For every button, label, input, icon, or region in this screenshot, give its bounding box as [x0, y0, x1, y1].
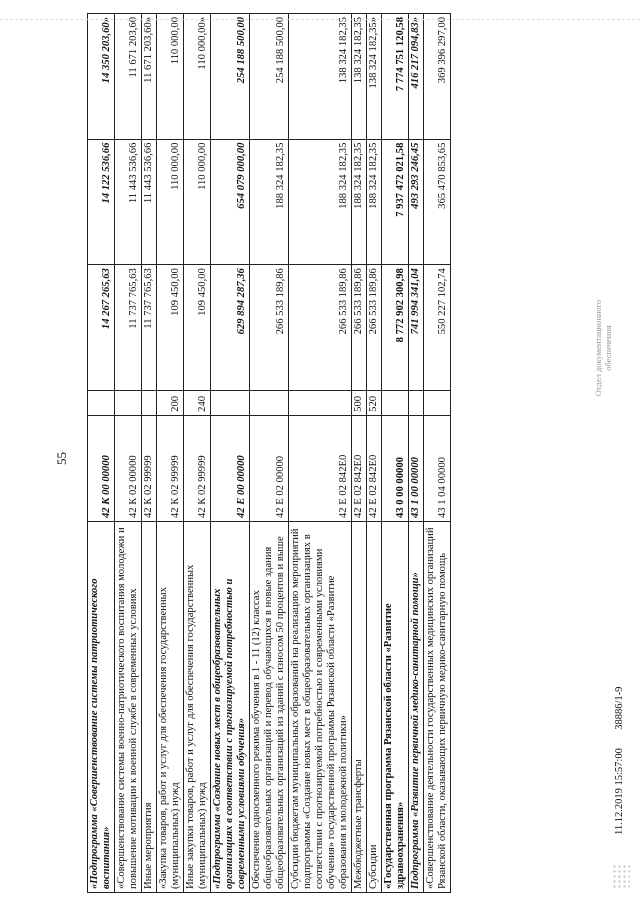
row-expense-type-cell: 200	[157, 390, 184, 415]
row-expense-type-cell	[382, 390, 409, 415]
table-row	[409, 14, 424, 893]
row-amount-2021-cell: 14 122 536,66	[88, 139, 115, 265]
row-amount-2021-cell: 188 324 182,35	[250, 139, 289, 265]
row-name-cell: Подпрограмма «Развитие первичной медико-санитарной помощи»	[409, 522, 424, 893]
row-amount-2020-cell: 109 450,00	[184, 265, 211, 391]
row-name-cell: Иные мероприятия	[142, 522, 157, 893]
row-amount-2021-cell: 654 079 000,00	[211, 139, 250, 265]
row-amount-2020-cell: 11 737 765,63	[142, 265, 157, 391]
footer-datetime: 11.12.2019 15:57:00	[614, 748, 625, 835]
row-amount-2021-cell: 188 324 182,35	[289, 139, 352, 265]
table-row	[115, 14, 142, 893]
row-expense-type-cell	[142, 390, 157, 415]
row-expense-type-cell	[409, 390, 424, 415]
row-expense-type-cell: 500	[352, 390, 367, 415]
footer	[614, 687, 625, 835]
row-amount-2022-cell: 138 324 182,35	[289, 14, 352, 140]
row-code-cell: 42 Е 02 00000	[250, 415, 289, 521]
row-name-cell: «Совершенствование деятельности государственных медицинских организаций Рязанской области, оказывающих первичную медико-санитарную помощь	[424, 522, 451, 893]
table-row	[211, 14, 250, 893]
row-amount-2022-cell: 110 000,00»	[184, 14, 211, 140]
footer-doc-id: 38886/1-9	[614, 686, 625, 730]
row-amount-2020-cell: 11 737 765,63	[115, 265, 142, 391]
row-name-cell: Межбюджетные трансферты	[352, 522, 367, 893]
row-expense-type-cell	[211, 390, 250, 415]
row-code-cell: 42 Е 02 842Е0	[352, 415, 367, 521]
row-name-cell: «Подпрограмма «Совершенствование системы патриотического воспитания»	[88, 522, 115, 893]
row-amount-2020-cell: 266 533 189,86	[289, 265, 352, 391]
row-amount-2022-cell: 416 217 094,83»	[409, 14, 424, 140]
row-expense-type-cell	[424, 390, 451, 415]
row-amount-2021-cell: 110 000,00	[157, 139, 184, 265]
table-row	[184, 14, 211, 893]
scan-edge-line	[0, 19, 640, 20]
row-code-cell: 42 К 02 99999	[184, 415, 211, 521]
row-amount-2022-cell: 138 324 182,35»	[367, 14, 382, 140]
row-amount-2020-cell: 8 772 902 300,98	[382, 265, 409, 391]
row-code-cell: 43 1 00 00000	[409, 415, 424, 521]
row-code-cell: 42 К 02 99999	[142, 415, 157, 521]
row-name-cell: Субсидии	[367, 522, 382, 893]
scan-noise	[612, 863, 630, 889]
row-code-cell: 43 1 04 00000	[424, 415, 451, 521]
table-row	[142, 14, 157, 893]
row-amount-2021-cell: 365 470 853,65	[424, 139, 451, 265]
row-name-cell: Обеспечение односменного режима обучения в 1 - 11 (12) классах общеобразовательных организаций и перевод обучающихся в новые здания общеобразовательных организаций из зданий с износом 50 процентов и выше	[250, 522, 289, 893]
row-amount-2020-cell: 629 894 287,36	[211, 265, 250, 391]
row-name-cell: Иные закупки товаров, работ и услуг для обеспечения государственных (муниципальных) нужд	[184, 522, 211, 893]
row-amount-2021-cell: 493 293 246,45	[409, 139, 424, 265]
row-amount-2022-cell: 110 000,00	[157, 14, 184, 140]
row-name-cell: «Совершенствование системы военно-патриотического воспитания молодежи и повышение мотивации к военной службе в современных условиях	[115, 522, 142, 893]
row-name-cell: «Подпрограмма «Создание новых мест в общеобразовательных организациях в соответствии с прогнозируемой потребностью и современными условиями обучения»	[211, 522, 250, 893]
row-amount-2021-cell: 7 937 472 021,58	[382, 139, 409, 265]
row-amount-2021-cell: 188 324 182,35	[352, 139, 367, 265]
row-amount-2020-cell: 266 533 189,86	[367, 265, 382, 391]
row-amount-2022-cell: 11 671 203,60»	[142, 14, 157, 140]
row-amount-2022-cell: 369 396 297,00	[424, 14, 451, 140]
row-amount-2021-cell: 11 443 536,66	[115, 139, 142, 265]
row-code-cell: 42 К 02 00000	[115, 415, 142, 521]
row-name-cell: «Государственная программа Рязанской области «Развитие здравоохранения»	[382, 522, 409, 893]
row-amount-2020-cell: 550 227 102,74	[424, 265, 451, 391]
row-amount-2022-cell: 138 324 182,35	[352, 14, 367, 140]
row-amount-2021-cell: 110 000,00	[184, 139, 211, 265]
table-row	[367, 14, 382, 893]
row-code-cell: 42 Е 00 00000	[211, 415, 250, 521]
row-name-cell: «Закупка товаров, работ и услуг для обеспечения государственных (муниципальных) нужд	[157, 522, 184, 893]
row-amount-2022-cell: 7 774 751 120,58	[382, 14, 409, 140]
row-code-cell: 43 0 00 00000	[382, 415, 409, 521]
row-amount-2020-cell: 266 533 189,86	[250, 265, 289, 391]
row-amount-2021-cell: 188 324 182,35	[367, 139, 382, 265]
row-amount-2022-cell: 14 350 203,60»	[88, 14, 115, 140]
table-row	[289, 14, 352, 893]
table-row	[424, 14, 451, 893]
row-expense-type-cell	[289, 390, 352, 415]
row-code-cell: 42 Е 02 842Е0	[367, 415, 382, 521]
row-expense-type-cell	[88, 390, 115, 415]
row-amount-2020-cell: 266 533 189,86	[352, 265, 367, 391]
row-expense-type-cell	[115, 390, 142, 415]
budget-table	[87, 13, 451, 893]
row-amount-2020-cell: 741 994 341,04	[409, 265, 424, 391]
row-expense-type-cell: 520	[367, 390, 382, 415]
table-row	[250, 14, 289, 893]
row-amount-2022-cell: 11 671 203,60	[115, 14, 142, 140]
table-row	[382, 14, 409, 893]
table-row	[157, 14, 184, 893]
row-amount-2020-cell: 14 267 265,63	[88, 265, 115, 391]
row-code-cell: 42 К 02 99999	[157, 415, 184, 521]
row-expense-type-cell: 240	[184, 390, 211, 415]
table-row	[88, 14, 115, 893]
page-number: 55	[54, 452, 69, 465]
row-name-cell: Субсидии бюджетам муниципальных образований на реализацию мероприятий подпрограммы «Создание новых мест в общеобразовательных организациях в соответствии с прогнозируемой потребностью и современными условиями обучения» государственной программы Рязанской области «Развитие образования и молодежной политики»	[289, 522, 352, 893]
row-expense-type-cell	[250, 390, 289, 415]
row-amount-2020-cell: 109 450,00	[157, 265, 184, 391]
row-amount-2021-cell: 11 443 536,66	[142, 139, 157, 265]
table-row	[352, 14, 367, 893]
row-amount-2022-cell: 254 188 500,00	[250, 14, 289, 140]
office-stamp: Отдел документационного обеспечения	[593, 299, 613, 397]
row-code-cell: 42 Е 02 842Е0	[289, 415, 352, 521]
row-code-cell: 42 К 00 00000	[88, 415, 115, 521]
row-amount-2022-cell: 254 188 500,00	[211, 14, 250, 140]
